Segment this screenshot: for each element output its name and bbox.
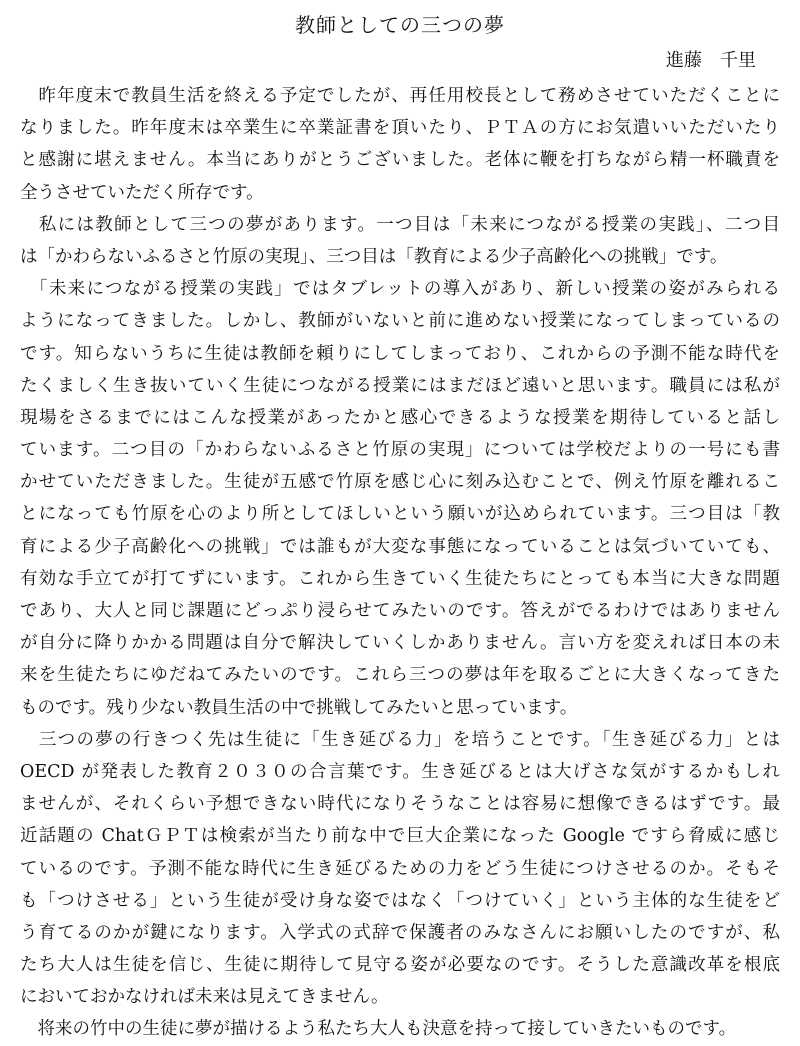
- text-line: は「かわらないふるさと竹原の実現」、三つ目は「教育による少子高齢化への挑戦」です。: [20, 246, 728, 267]
- text-line: 来を生徒たちにゆだねてみたいのです。これら三つの夢は年を取るごとに大きくなってきた: [20, 665, 780, 686]
- text-line: 現場をさるまでにはこんな授業があったかと感心できるような授業を期待していると話し: [20, 407, 780, 428]
- text-line: なりました。昨年度末は卒業生に卒業証書を頂いたり、ＰＴＡの方にお気遣いいただいたり: [20, 118, 780, 139]
- text-line: たくましく生き抜いていく生徒につながる授業にはまだほど遠いと思います。職員には私が: [20, 375, 780, 396]
- text-line: 有効な手立てが打てずにいます。これから生きていく生徒たちにとっても本当に大きな問題: [20, 568, 780, 589]
- text-line: とになっても竹原を心のより所としてほしいという願いが込められています。三つ目は「教: [20, 504, 780, 525]
- text-line: であり、大人と同じ課題にどっぷり浸らせてみたいのです。答えがでるわけではありません: [20, 601, 780, 621]
- text-line: う育てるのかが鍵になります。入学式の式辞で保護者のみなさんにお願いしたのですが、私: [20, 922, 780, 943]
- document-body: [20, 80, 780, 1046]
- text-line: ませんが、それくらい予想できない時代になりそうなことは容易に想像できるはずです。最: [20, 794, 780, 815]
- text-line: が自分に降りかかる問題は自分で解決していくしかありません。言い方を変えれば日本の未: [20, 633, 780, 654]
- text-line: ようになってきました。しかし、教師がいないと前に進めない授業になってしまっているの: [20, 311, 780, 332]
- text-line: ているのです。予測不能な時代に生き延びるための力をどう生徒につけさせるのか。そもそ: [20, 858, 780, 879]
- text-line: と感謝に堪えません。本当にありがとうございました。老体に鞭を打ちながら精一杯職責を: [20, 150, 780, 171]
- text-line: OECD が発表した教育２０３０の合言葉です。生き延びるとは大げさな気がするかもしれ: [20, 761, 780, 782]
- text-line: ものです。残り少ない教員生活の中で挑戦してみたいと思っています。: [20, 697, 578, 718]
- text-line: 昨年度末で教員生活を終える予定でしたが、再任用校長として務めさせていただくことに: [20, 86, 780, 106]
- text-line: ています。二つ目の「かわらないふるさと竹原の実現」については学校だよりの一号にも書: [20, 440, 780, 461]
- text-line: 全うさせていただく所存です。: [20, 182, 264, 203]
- text-line: 「未来につながる授業の実践」ではタブレットの導入があり、新しい授業の姿がみられる: [20, 279, 780, 300]
- text-line: かせていただきました。生徒が五感で竹原を感じ心に刻み込むことで、例え竹原を離れるこ: [20, 472, 780, 493]
- text-line: たち大人は生徒を信じ、生徒に期待して見守る姿が必要なのです。そうした意識改革を根底: [20, 955, 780, 976]
- text-line: 私には教師として三つの夢があります。一つ目は「未来につながる授業の実践」、二つ目: [20, 214, 780, 235]
- text-line: です。知らないうちに生徒は教師を頼りにしてしまっており、これからの予測不能な時代を: [20, 343, 780, 364]
- text-line: も「つけさせる」という生徒が受け身な姿ではなく「つけていく」という主体的な生徒をど: [20, 890, 780, 911]
- document-title: 教師としての三つの夢: [295, 13, 505, 37]
- text-line: においておかなければ未来は見えてきません。: [20, 987, 389, 1008]
- text-line: 将来の竹中の生徒に夢が描けるよう私たち大人も決意を持って接していきたいものです。: [20, 1019, 737, 1040]
- author-name: 進藤 千里: [666, 50, 756, 71]
- text-line: 近話題の ChatＧＰＴは検索が当たり前な中で巨大企業になった Google ですら脅威に感じ: [20, 826, 780, 847]
- text-line: 育による少子高齢化への挑戦」では誰もが大変な事態になっていることは気づいていても、: [20, 536, 780, 557]
- text-line: 三つの夢の行きつく先は生徒に「生き延びる力」を培うことです。「生き延びる力」とは: [20, 729, 780, 750]
